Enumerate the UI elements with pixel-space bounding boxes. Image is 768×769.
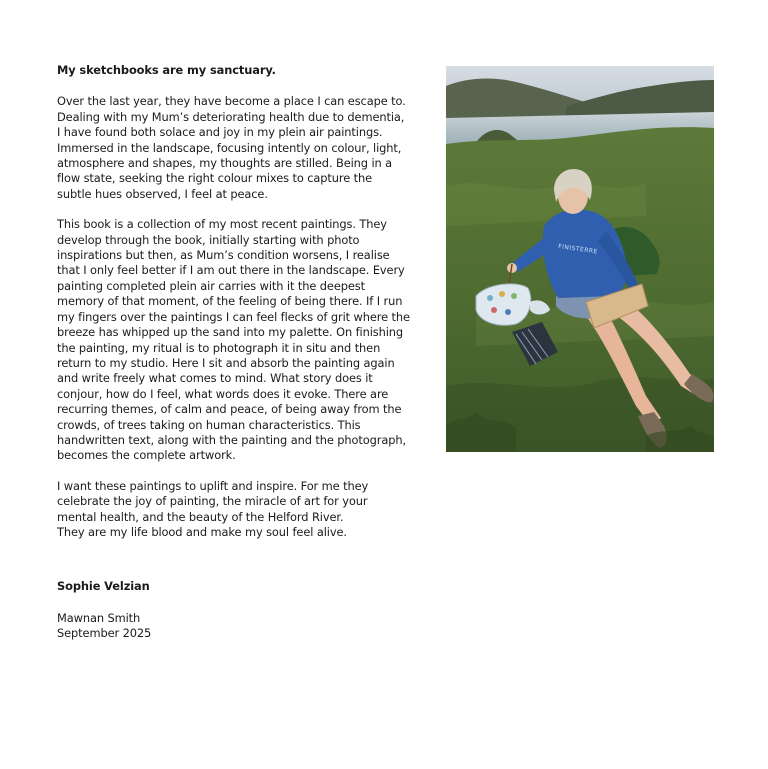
author-name: Sophie Velzian	[57, 579, 150, 594]
paragraph-2: This book is a collection of my most recent paintings. They develop through the book, initially starting with photo inspirations but then, as Mum’s condition worsens, I realise that I only feel better if I am out there in the landscape. Every painting completed plein air carries with it the deepest memory of that moment, of the feeling of being there. If I run my fingers over the paintings I can feel flecks of grit where the breeze has whipped up the sand into my palette. On finishing the painting, my ritual is to photograph it in situ and then return to my studio. Here I sit and absorb the painting again and write freely what comes to mind. What story does it conjour, how do I feel, what words does it evoke. There are recurring themes, of calm and peace, of being away from the crowds, of trees taking on human characteristics. This handwritten text, along with the painting and the photograph, becomes the complete artwork.	[57, 217, 410, 463]
paragraph-3: I want these paintings to uplift and inspire. For me they celebrate the joy of painting, the miracle of art for your mental health, and the beauty of the Helford River. They are my life blood and make my soul feel alive.	[57, 478, 369, 539]
artist-photo	[446, 66, 714, 452]
author-location: Mawnan Smith	[57, 610, 141, 625]
article-heading: My sketchbooks are my sanctuary.	[57, 63, 276, 77]
signature-date: September 2025	[57, 626, 152, 641]
paragraph-1: Over the last year, they have become a place I can escape to. Dealing with my Mum’s deteriorating health due to dementia, I have found both solace and joy in my plein air paintings. Immersed in the landscape, focusing intently on colour, light, atmosphere and shapes, my thoughts are stilled. Being in a flow state, seeking the right colour mixes to capture the subtle hues observed, I feel at peace.	[57, 94, 406, 201]
article-text	[57, 63, 429, 642]
sweater-logo-text: FINISTERRE	[557, 243, 599, 256]
photo-palette	[476, 284, 531, 325]
